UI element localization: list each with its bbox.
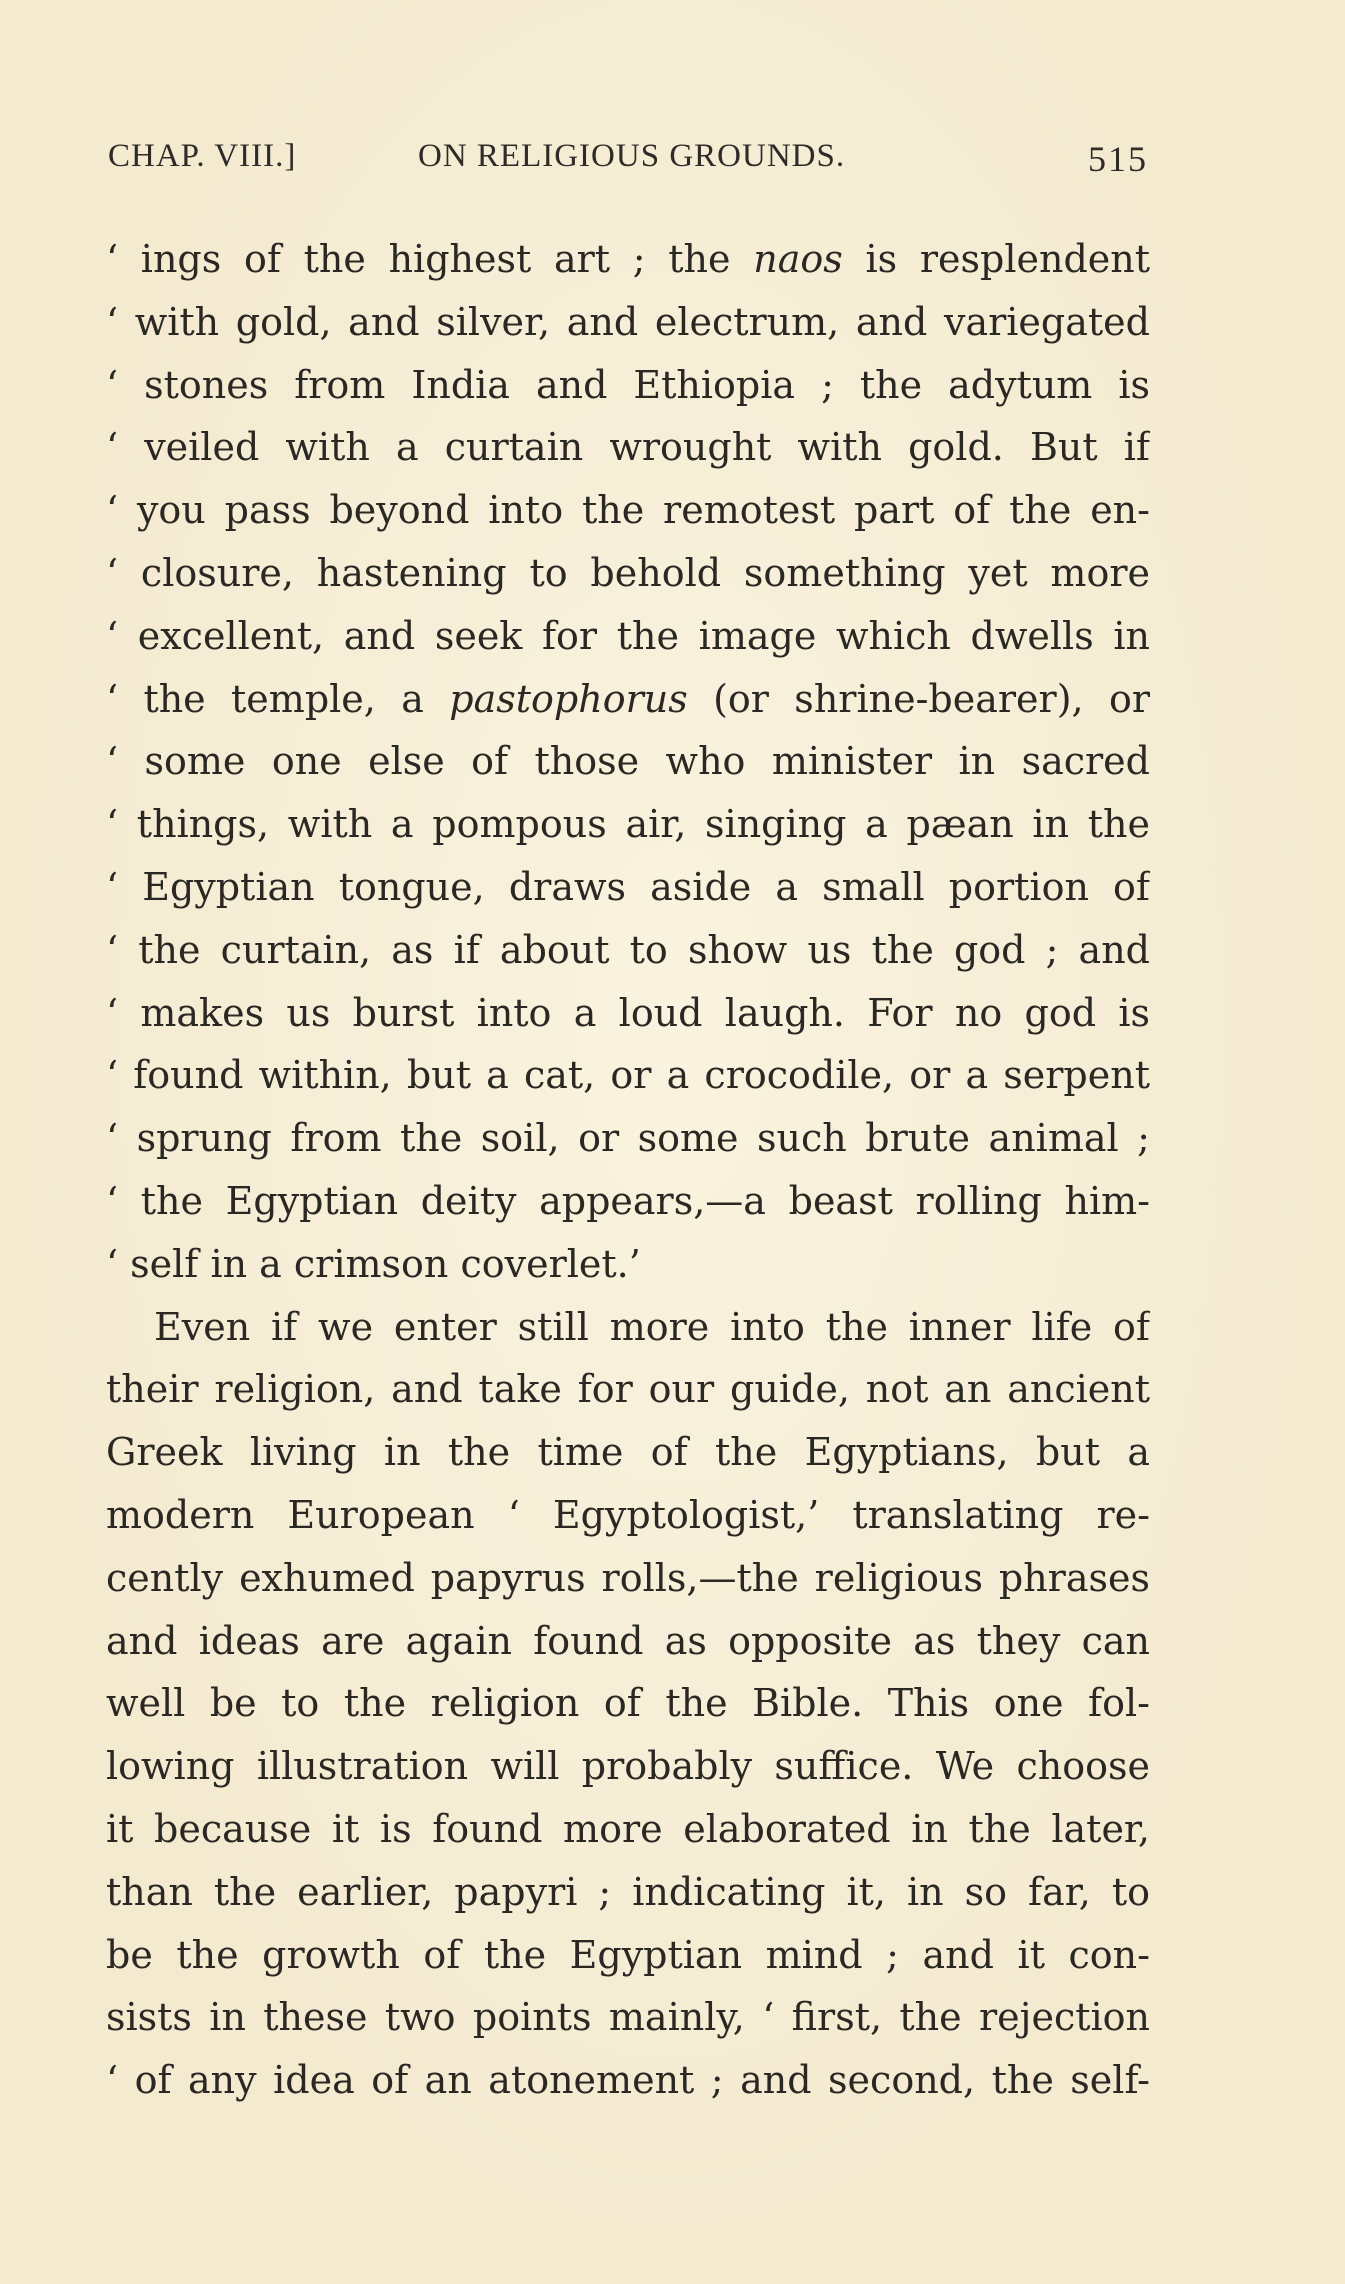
text-line: ‘ self in a crimson coverlet.’ [106, 1241, 641, 1286]
chapter-label: CHAP. VIII.] [108, 138, 297, 174]
text-line: ‘ you pass beyond into the remotest part of the en- [106, 488, 1150, 533]
text-line: be the growth of the Egyptian mind ; and it con- [106, 1932, 1150, 1977]
text-line: ‘ stones from India and Ethiopia ; the adytum is [106, 362, 1150, 407]
text-line: cently exhumed papyrus rolls,—the religious phrases [106, 1555, 1150, 1600]
text-line: ‘ the curtain, as if about to show us the god ; and [106, 927, 1150, 972]
text-line: ‘ makes us burst into a loud laugh. For no god is [106, 990, 1150, 1035]
text-line: than the earlier, papyri ; indicating it, in so far, to [106, 1869, 1150, 1914]
running-header [108, 138, 1148, 190]
text-line: it because it is found more elaborated in the later, [106, 1806, 1150, 1851]
text-line: ‘ some one else of those who minister in sacred [106, 739, 1150, 784]
text-line: Greek living in the time of the Egyptians, but a [106, 1430, 1150, 1475]
text-line: ‘ veiled with a curtain wrought with gold. But if [106, 425, 1150, 470]
text-line: ‘ excellent, and seek for the image which dwells in [106, 613, 1150, 658]
text-line: ‘ with gold, and silver, and electrum, and variegated [106, 299, 1150, 344]
text-line: well be to the religion of the Bible. This one fol- [106, 1681, 1150, 1726]
text-line: sists in these two points mainly, ‘ first, the rejection [106, 1995, 1150, 2040]
text-line: ‘ found within, but a cat, or a crocodile, or a serpent [106, 1053, 1150, 1098]
text-line: ‘ closure, hastening to behold something yet more [106, 550, 1150, 595]
paragraph-start-line: Even if we enter still more into the inner life of [154, 1304, 1150, 1349]
text-line: ‘ sprung from the soil, or some such brute animal ; [106, 1116, 1150, 1161]
page-number: 515 [1088, 139, 1148, 179]
text-line: ‘ things, with a pompous air, singing a pæan in the [106, 802, 1150, 847]
text-line: lowing illustration will probably suffice. We choose [106, 1744, 1150, 1789]
body-text [106, 228, 1150, 2112]
text-line: ‘ of any idea of an atonement ; and second, the self- [106, 2058, 1150, 2103]
text-line: ‘ the Egyptian deity appears,—a beast rolling him- [106, 1178, 1150, 1223]
text-line: and ideas are again found as opposite as they can [106, 1618, 1150, 1663]
text-line: modern European ‘ Egyptologist,’ translating re- [106, 1492, 1150, 1537]
text-line: ‘ the temple, a pastophorus (or shrine-bearer), or [106, 676, 1150, 721]
text-line: ‘ Egyptian tongue, draws aside a small portion of [106, 864, 1150, 909]
running-title: ON RELIGIOUS GROUNDS. [418, 138, 846, 174]
text-line: ‘ ings of the highest art ; the naos is resplendent [106, 237, 1150, 281]
text-line: their religion, and take for our guide, not an ancient [106, 1367, 1150, 1412]
